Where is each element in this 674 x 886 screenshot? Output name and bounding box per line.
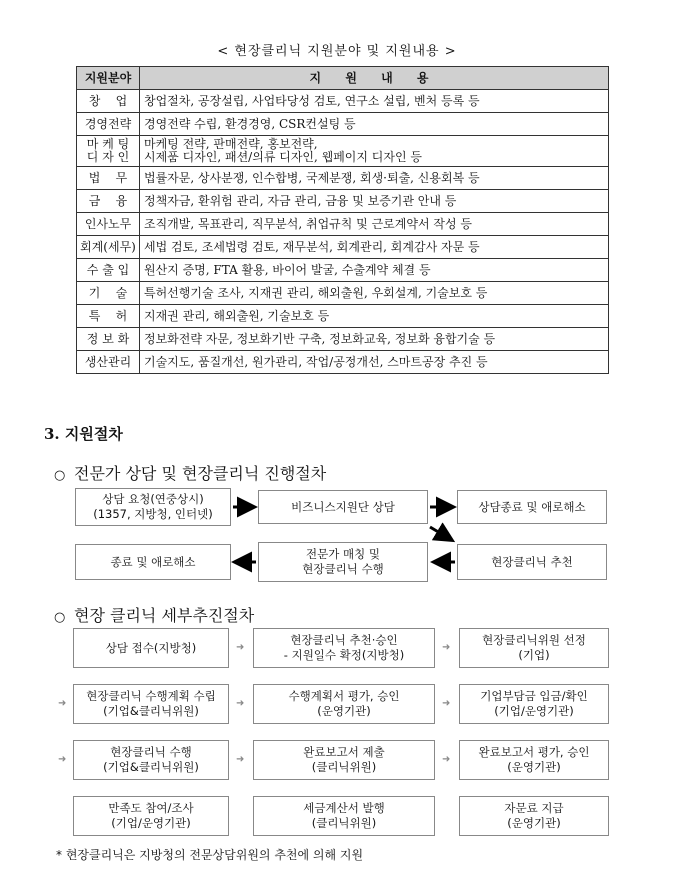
flow2-step-9: 완료보고서 평가, 승인 (운영기관) (459, 740, 609, 780)
flow2-step-2: 현장클리닉 추천·승인 - 지원일수 확정(지방청) (253, 628, 435, 668)
header-content: 지 원 내 용 (140, 67, 609, 90)
table-row (77, 305, 609, 328)
flow1-heading (54, 461, 326, 484)
arrow-right-icon: ➜ (442, 754, 451, 765)
table-row (77, 259, 609, 282)
row-field: 경영전략 (77, 113, 140, 136)
flow2-step-7: 현장클리닉 수행 (기업&클리닉위원) (73, 740, 229, 780)
flow1-heading-text: 전문가 상담 및 현장클리닉 진행절차 (74, 464, 327, 483)
flow1-box-end-consult: 상담종료 및 애로해소 (457, 490, 607, 524)
table-row (77, 136, 609, 167)
row-content: 조직개발, 목표관리, 직무분석, 취업규칙 및 근로계약서 작성 등 (140, 213, 609, 236)
row-field: 금 융 (77, 190, 140, 213)
table-row (77, 213, 609, 236)
flow1-box-recommend: 현장클리닉 추천 (457, 544, 607, 580)
arrow-right-icon: ➜ (58, 698, 67, 709)
flow2-heading (54, 603, 254, 626)
table-row (77, 236, 609, 259)
flow1-box-bizsupport: 비즈니스지원단 상담 (258, 490, 428, 524)
row-field: 법 무 (77, 167, 140, 190)
header-field: 지원분야 (77, 67, 140, 90)
row-field: 수 출 입 (77, 259, 140, 282)
arrow-right-icon: ➜ (58, 754, 67, 765)
arrow-right-icon: ➜ (442, 642, 451, 653)
table-row (77, 282, 609, 305)
flow2-step-10: 만족도 참여/조사 (기업/운영기관) (73, 796, 229, 836)
arrow-right-icon: ➜ (236, 698, 245, 709)
row-content: 경영전략 수립, 환경경영, CSR컨설팅 등 (140, 113, 609, 136)
table-row (77, 167, 609, 190)
flow1-box-matching: 전문가 매칭 및 현장클리닉 수행 (258, 542, 428, 582)
row-content: 마케팅 전략, 판매전략, 홍보전략, 시제품 디자인, 패션/의류 디자인, 웹페이지 디자인 등 (140, 136, 609, 167)
flow2-heading-text: 현장 클리닉 세부추진절차 (74, 606, 255, 625)
row-field: 인사노무 (77, 213, 140, 236)
flow1-box-request: 상담 요청(연중상시) (1357, 지방청, 인터넷) (75, 488, 231, 526)
row-field: 회계(세무) (77, 236, 140, 259)
flow2-step-8: 완료보고서 제출 (클리닉위원) (253, 740, 435, 780)
row-content: 특허선행기술 조사, 지재권 관리, 해외출원, 우회설계, 기술보호 등 (140, 282, 609, 305)
row-field: 마 케 팅 디 자 인 (77, 136, 140, 167)
bullet-icon: ○ (54, 468, 66, 483)
flow1-box-end-resolve: 종료 및 애로해소 (75, 544, 231, 580)
table-row (77, 351, 609, 374)
flow2-step-12: 자문료 지급 (운영기관) (459, 796, 609, 836)
table-header-row (77, 67, 609, 90)
row-content: 창업절차, 공장설립, 사업타당성 검토, 연구소 설립, 벤처 등록 등 (140, 90, 609, 113)
row-field: 기 술 (77, 282, 140, 305)
table-title: < 현장클리닉 지원분야 및 지원내용 > (217, 44, 457, 59)
row-content: 법률자문, 상사분쟁, 인수합병, 국제분쟁, 회생·퇴출, 신용회복 등 (140, 167, 609, 190)
flow2-step-5: 수행계획서 평가, 승인 (운영기관) (253, 684, 435, 724)
row-field: 생산관리 (77, 351, 140, 374)
row-content: 지재권 관리, 해외출원, 기술보호 등 (140, 305, 609, 328)
table-row (77, 113, 609, 136)
flow2-step-11: 세금계산서 발행 (클리닉위원) (253, 796, 435, 836)
row-content: 세법 검토, 조세법령 검토, 재무분석, 회계관리, 회계감사 자문 등 (140, 236, 609, 259)
flow2-step-4: 현장클리닉 수행계획 수립 (기업&클리닉위원) (73, 684, 229, 724)
flow2-step-3: 현장클리닉위원 선정 (기업) (459, 628, 609, 668)
row-content: 원산지 증명, FTA 활용, 바이어 발굴, 수출계약 체결 등 (140, 259, 609, 282)
bullet-icon: ○ (54, 610, 66, 625)
footnote: * 현장클리닉은 지방청의 전문상담위원의 추천에 의해 지원 (56, 848, 364, 862)
arrow-right-icon: ➜ (236, 642, 245, 653)
row-field: 특 허 (77, 305, 140, 328)
row-field: 정 보 화 (77, 328, 140, 351)
flow2-step-6: 기업부담금 입금/확인 (기업/운영기관) (459, 684, 609, 724)
arrow-diagonal-icon (430, 527, 450, 539)
support-table (76, 66, 609, 374)
row-content: 정보화전략 자문, 정보화기반 구축, 정보화교육, 정보화 융합기술 등 (140, 328, 609, 351)
row-content: 정책자금, 환위험 관리, 자금 관리, 금융 및 보증기관 안내 등 (140, 190, 609, 213)
table-row (77, 328, 609, 351)
table-row (77, 90, 609, 113)
table-row (77, 190, 609, 213)
arrow-right-icon: ➜ (236, 754, 245, 765)
row-content: 기술지도, 품질개선, 원가관리, 작업/공정개선, 스마트공장 추진 등 (140, 351, 609, 374)
flow2-step-1: 상담 접수(지방청) (73, 628, 229, 668)
section-heading: 3. 지원절차 (44, 425, 123, 443)
row-field: 창 업 (77, 90, 140, 113)
arrow-right-icon: ➜ (442, 698, 451, 709)
